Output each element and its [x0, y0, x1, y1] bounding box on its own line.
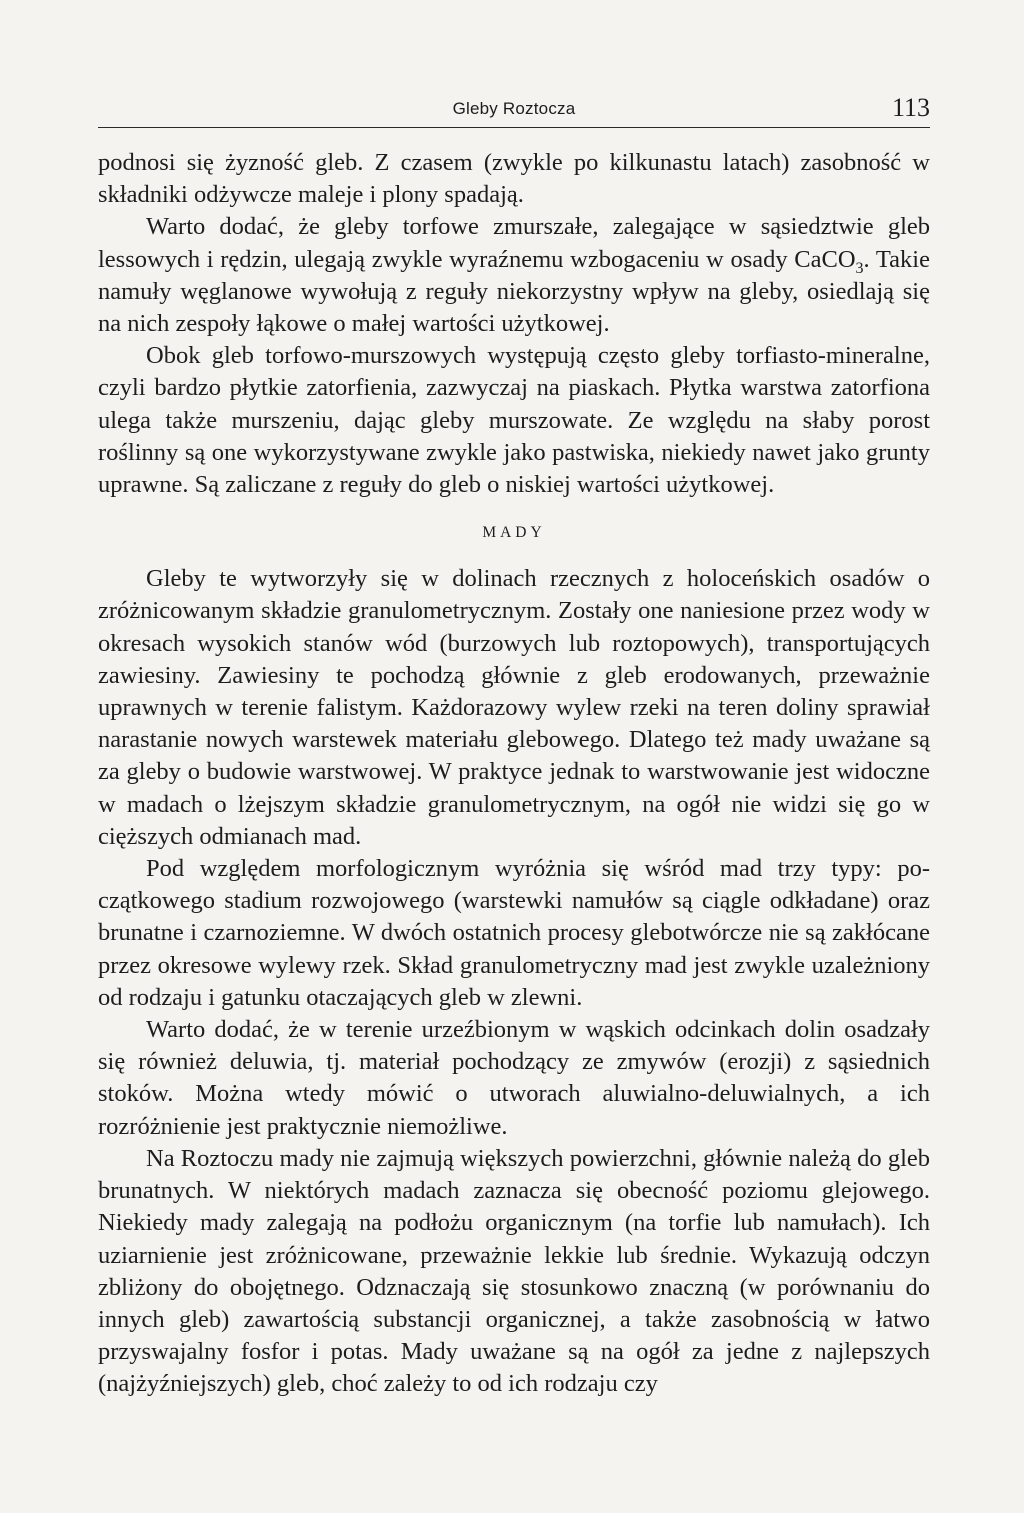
paragraph-text: Takie namuły węglanowe wywołują z reguły niekorzystny wpływ na gleby, osiedlają się na nich zespoły łąkowe o małej wartości użytkowej.	[98, 245, 930, 338]
paragraph: Warto dodać, że w terenie urzeźbionym w wąskich odcinkach dolin osadzały się również deluwia, tj. materiał pochodzący ze zmywów (erozji) z sąsiednich stoków. Można wtedy mówić o utworach aluwialno-deluwialnych, a ich rozróżnienie jest praktycznie niemożliwe.	[98, 1016, 930, 1140]
running-header	[98, 93, 930, 128]
paragraph-text: Warto dodać, że gleby torfowe zmurszałe, zalegające w sąsiedztwie gleb lessowych i rędzin, ulegają zwykle wyraźnemu wzbogaceniu w osady CaCO	[98, 213, 930, 273]
paragraph-text: .	[863, 245, 870, 273]
body-text	[98, 147, 930, 1401]
page-number: 113	[891, 93, 930, 122]
paragraph: podnosi się żyzność gleb. Z czasem (zwykle po kilkunastu latach) zasobność w składniki odżywcze maleje i plony spadają.	[98, 149, 930, 209]
section-heading: MADY	[482, 524, 546, 542]
subscript: 3	[855, 259, 864, 277]
paragraph	[98, 211, 930, 340]
paragraph: Na Roztoczu mady nie zajmują większych powierzchni, głównie należą do gleb brunatnych. W niektórych madach zaznacza się obecność poziomu glejowego. Niekiedy mady zalegają na podłożu organicznym (na torfie lub namułach). Ich uziarnienie jest zróżnicowane, przeważnie lekkie lub średnie. Wykazują odczyn zbliżony do obojętnego. Odznaczają się stosunkowo znaczną (w porównaniu do innych gleb) zawartością substancji organicznej, a także zasobnością w łatwo przyswajalny fosfor i potas. Mady uważane są na ogół za jedne z najlepszych (najżyźniejszych) gleb, choć zależy to od ich rodzaju czy	[98, 1144, 930, 1398]
paragraph: Pod względem morfologicznym wyróżnia się wśród mad trzy typy: początkowego stadium rozwojowego (warstewki namułów są ciągle odkładane) oraz brunatne i czarnoziemne. W dwóch ostatnich procesy glebotwórcze nie są zakłócane przez okresowe wylewy rzek. Skład granulometryczny mad jest zwykle uzależniony od rodzaju i gatunku otaczających gleb w zlewni.	[98, 855, 930, 1011]
paragraph: Gleby te wytworzyły się w dolinach rzecznych z holoceńskich osadów o zróżnicowanym składzie granulometrycznym. Zostały one naniesione przez wody w okresach wysokich stanów wód (burzowych lub roztopowych), transportujących zawiesiny. Zawiesiny te pochodzą głównie z gleb erodowanych, przeważnie uprawnych w terenie falistym. Każdorazowy wylew rzeki na teren doliny sprawiał narastanie nowych warstewek materiału glebowego. Dlatego też mady uważane są za gleby o budowie warstwowej. W praktyce jednak to warstwowanie jest widoczne w madach o lżejszym składzie granulometrycznym, na ogół nie widzi się go w cięższych odmianach mad.	[98, 565, 930, 850]
paragraph: Obok gleb torfowo-murszowych występują często gleby torfiasto-mineralne, czyli bardzo płytkie zatorfienia, zazwyczaj na piaskach. Płytka warstwa zatorfiona ulega także murszeniu, dając gleby murszowate. Ze względu na słaby porost roślinny są one wykorzystywane zwykle jako pastwiska, niekiedy nawet jako grunty uprawne. Są zaliczane z reguły do gleb o niskiej wartości użytkowej.	[98, 342, 930, 499]
running-title: Gleby Roztocza	[452, 99, 576, 118]
